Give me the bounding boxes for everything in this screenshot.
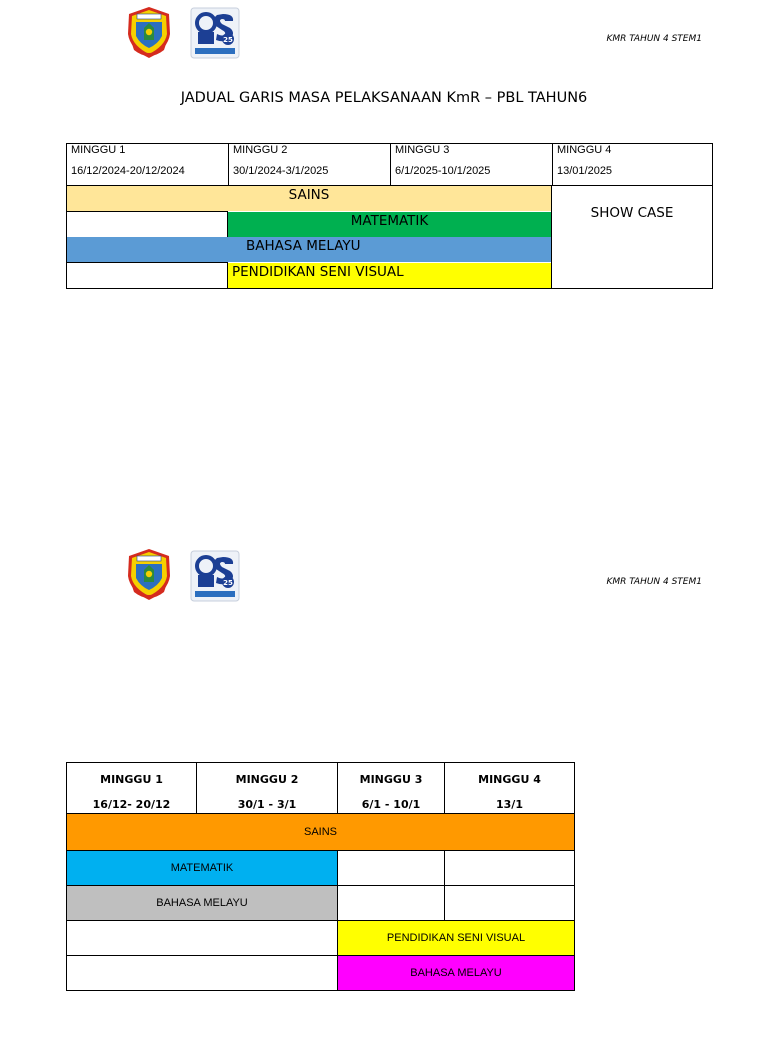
school-crest-logo xyxy=(124,546,174,602)
week-header-3 xyxy=(337,762,445,814)
week-date: 13/1 xyxy=(496,798,523,811)
document-page-2 xyxy=(0,543,768,1055)
week-header-2 xyxy=(196,762,338,814)
week-label: MINGGU 4 xyxy=(478,773,541,786)
subject-label: PENDIDIKAN SENI VISUAL xyxy=(386,932,526,944)
subject-label: MATEMATIK xyxy=(350,213,429,229)
header-document-code: KMR TAHUN 4 STEM1 xyxy=(606,34,702,44)
week-header-1 xyxy=(66,143,228,186)
header-document-code: KMR TAHUN 4 STEM1 xyxy=(606,577,702,587)
empty-cell xyxy=(66,920,338,956)
svg-text:25: 25 xyxy=(223,36,233,44)
25-anniversary-logo xyxy=(190,549,240,605)
row-divider xyxy=(66,211,228,212)
showcase-label: SHOW CASE xyxy=(590,205,674,221)
week-label: MINGGU 2 xyxy=(233,144,288,156)
25-anniversary-logo xyxy=(190,6,240,62)
showcase-cell xyxy=(552,201,712,225)
subject-row-bahasa-melayu xyxy=(66,885,338,921)
week-date: 16/12- 20/12 xyxy=(92,798,171,811)
week-date: 30/1 - 3/1 xyxy=(237,798,297,811)
row-divider xyxy=(66,262,228,263)
week-label: MINGGU 2 xyxy=(235,773,299,786)
empty-cell xyxy=(66,955,338,991)
timeline-table-1 xyxy=(66,143,713,289)
week-date: 16/12/2024-20/12/2024 xyxy=(71,165,185,177)
subject-label: BAHASA MELAYU xyxy=(246,238,361,254)
school-crest-logo xyxy=(124,4,174,60)
empty-cell xyxy=(444,850,575,886)
subject-row-pendidikan-seni-visual xyxy=(337,920,575,956)
subject-label: SAINS xyxy=(303,826,337,838)
svg-text:25: 25 xyxy=(223,579,233,587)
subject-bar-matematik xyxy=(228,212,551,237)
subject-label: BAHASA MELAYU xyxy=(156,897,248,909)
timeline-table-2 xyxy=(66,762,575,992)
week-label: MINGGU 1 xyxy=(71,144,126,156)
week-date: 6/1/2025-10/1/2025 xyxy=(395,165,491,177)
week-label: MINGGU 4 xyxy=(557,144,612,156)
subject-label: PENDIDIKAN SENI VISUAL xyxy=(232,264,404,280)
subject-bar-pendidikan-seni-visual xyxy=(228,263,551,288)
week-date: 13/01/2025 xyxy=(557,165,613,177)
empty-cell xyxy=(444,885,575,921)
empty-cell xyxy=(337,850,445,886)
week-label: MINGGU 1 xyxy=(100,773,163,786)
week-label: MINGGU 3 xyxy=(359,773,423,786)
week-header-4 xyxy=(444,762,575,814)
week-header-4 xyxy=(552,143,713,186)
week-header-2 xyxy=(228,143,390,186)
week-header-3 xyxy=(390,143,552,186)
page-title: JADUAL GARIS MASA PELAKSANAAN KmR – PBL TAHUN6 xyxy=(180,90,588,106)
subject-label: SAINS xyxy=(288,187,330,203)
week-label: MINGGU 3 xyxy=(395,144,450,156)
document-page-1 xyxy=(0,0,768,512)
week-header-1 xyxy=(66,762,197,814)
subject-bar-bahasa-melayu xyxy=(67,237,551,262)
subject-label: BAHASA MELAYU xyxy=(410,967,502,979)
subject-row-matematik xyxy=(66,850,338,886)
subject-row-sains xyxy=(66,813,575,851)
empty-cell xyxy=(337,885,445,921)
subject-row-bahasa-melayu-2 xyxy=(337,955,575,991)
subject-bar-sains xyxy=(67,186,551,211)
week-date: 30/1/2024-3/1/2025 xyxy=(233,165,329,177)
week-date: 6/1 - 10/1 xyxy=(361,798,421,811)
subject-label: MATEMATIK xyxy=(170,862,234,874)
